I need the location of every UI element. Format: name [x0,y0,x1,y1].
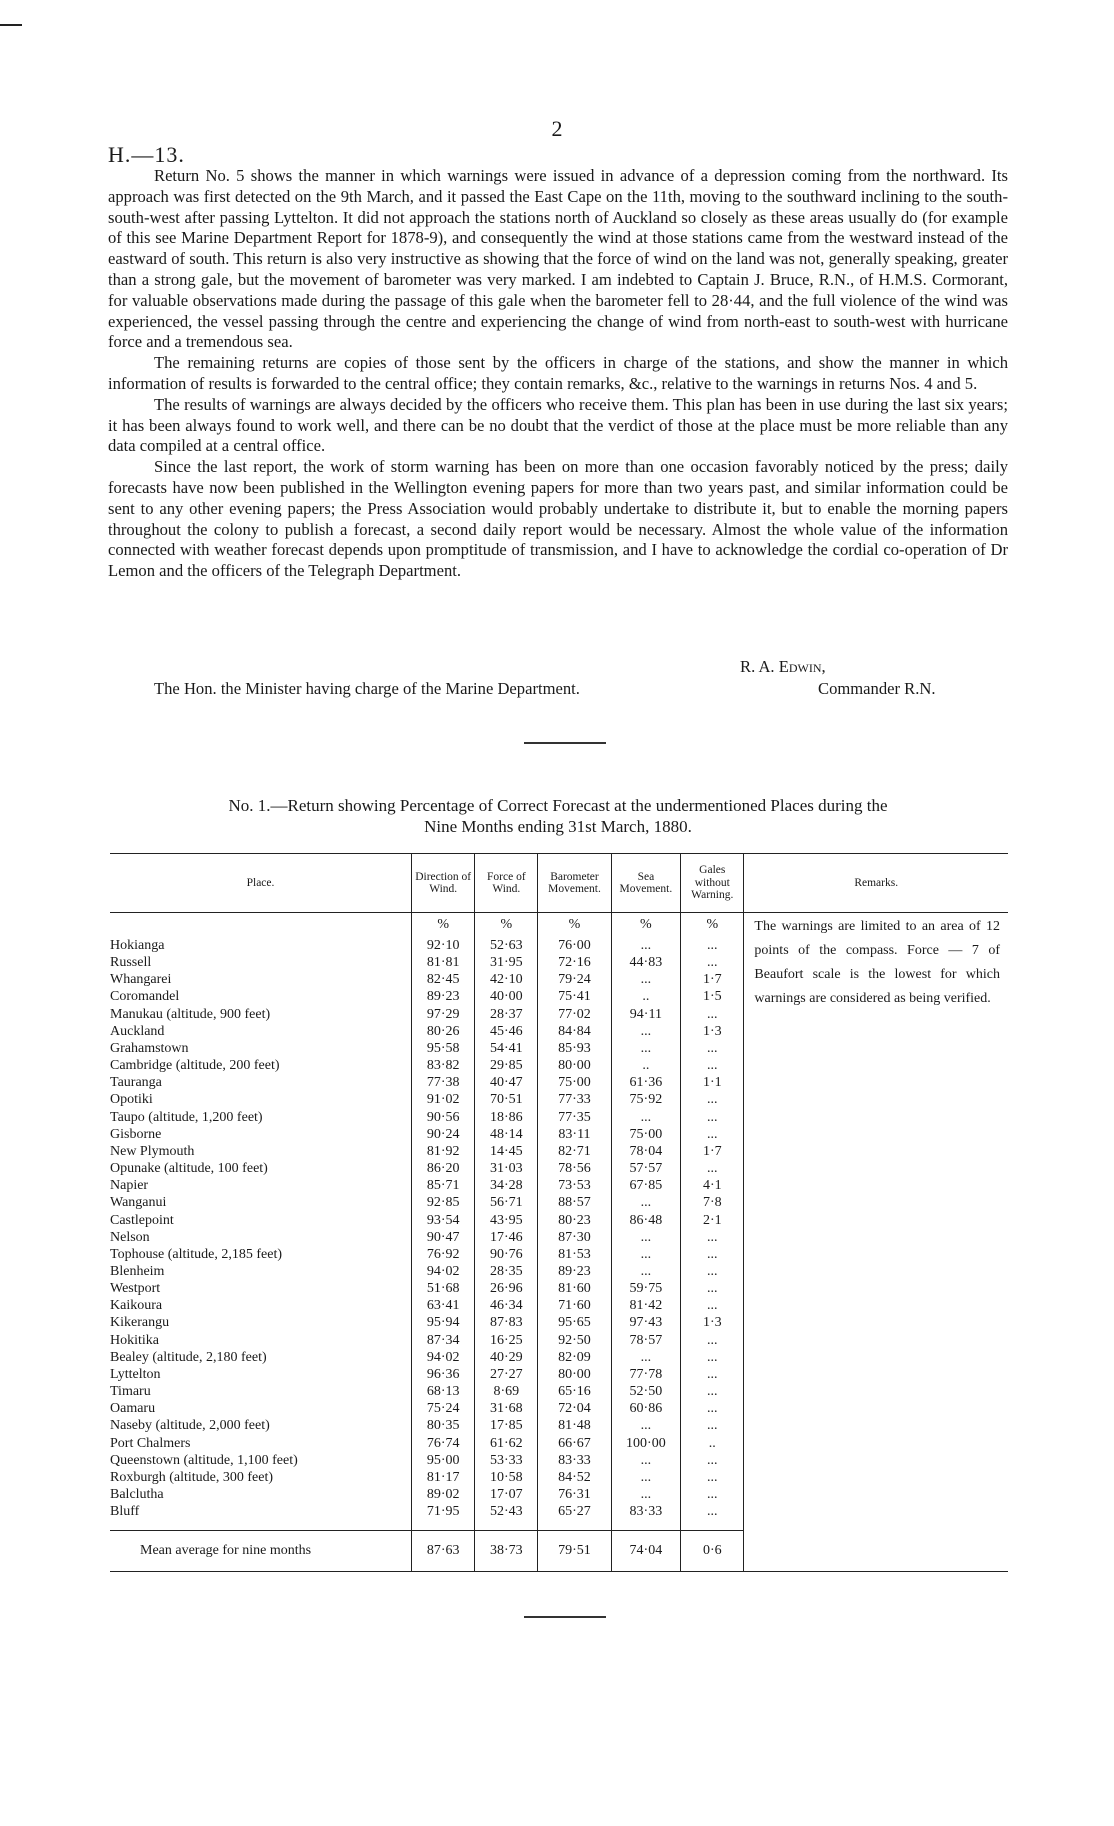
cell-sea: 44·83 [611,954,680,971]
cell-gales: ... [681,1229,744,1246]
cell-direction: 89·02 [412,1486,475,1503]
cell-barometer: 75·41 [538,988,611,1005]
cell-sea: ... [611,1229,680,1246]
cell-barometer: 83·11 [538,1126,611,1143]
place-name: Naseby (altitude, 2,000 feet) [110,1418,270,1434]
cell-barometer: 65·16 [538,1383,611,1400]
cell-sea: 97·43 [611,1314,680,1331]
cell-gales: 1·7 [681,971,744,988]
mean-barometer: 79·51 [538,1531,611,1572]
place-name: Gisborne [110,1126,162,1142]
cell-force: 17·85 [475,1417,538,1434]
cell-direction: 95·94 [412,1314,475,1331]
cell-sea: .. [611,1057,680,1074]
header-sea: Sea Movement. [611,854,680,913]
place-name: Port Chalmers [110,1435,191,1451]
cell-direction: 83·82 [412,1057,475,1074]
cell-barometer: 66·67 [538,1435,611,1452]
cell-force: 90·76 [475,1246,538,1263]
cell-barometer: 81·60 [538,1280,611,1297]
cell-sea: 60·86 [611,1400,680,1417]
header-place: Place. [110,854,412,913]
place-name: Taupo (altitude, 1,200 feet) [110,1109,263,1125]
place-name: Napier [110,1178,149,1194]
table-title-line-1: No. 1.—Return showing Percentage of Correct Forecast at the undermentioned Places during the [228,796,888,815]
cell-force: 28·35 [475,1263,538,1280]
cell-sea: 83·33 [611,1503,680,1520]
addressee: The Hon. the Minister having charge of the Marine Department. [154,679,580,698]
cell-gales: ... [681,1417,744,1434]
cell-direction: 81·92 [412,1143,475,1160]
cell-barometer: 81·53 [538,1246,611,1263]
cell-sea: ... [611,1452,680,1469]
cell-direction: 90·47 [412,1229,475,1246]
cell-barometer: 75·00 [538,1074,611,1091]
cell-sea: ... [611,1486,680,1503]
cell-direction: 71·95 [412,1503,475,1520]
cell-barometer: 72·16 [538,954,611,971]
cell-gales: 1·5 [681,988,744,1005]
cell-direction: 86·20 [412,1160,475,1177]
cell-gales: ... [681,1246,744,1263]
place-name: Bluff [110,1504,140,1520]
cell-direction: 96·36 [412,1366,475,1383]
cell-direction: 92·10 [412,937,475,954]
cell-gales: 7·8 [681,1194,744,1211]
cell-force: 40·00 [475,988,538,1005]
cell-gales: ... [681,1366,744,1383]
cell-direction: 90·56 [412,1109,475,1126]
cell-force: 26·96 [475,1280,538,1297]
cell-barometer: 65·27 [538,1503,611,1520]
cell-gales: 1·7 [681,1143,744,1160]
cell-force: 34·28 [475,1177,538,1194]
paragraph-results: The results of warnings are always decided by the officers who receive them. This plan has been in use during the last six years; it has been always found to work well, and there can be no doubt that the verdict of those at the place must be more reliable than any data compiled at a central office. [108,394,1008,456]
cell-force: 70·51 [475,1091,538,1108]
cell-barometer: 88·57 [538,1194,611,1211]
cell-barometer: 76·00 [538,937,611,954]
cell-direction: 77·38 [412,1074,475,1091]
place-name: Grahamstown [110,1040,189,1056]
cell-force: 29·85 [475,1057,538,1074]
place-name: Russell [110,955,152,971]
place-name: Castlepoint [110,1212,174,1228]
cell-direction: 97·29 [412,1006,475,1023]
cell-gales: ... [681,1091,744,1108]
cell-direction: 80·26 [412,1023,475,1040]
cell-barometer: 77·33 [538,1091,611,1108]
cell-force: 40·47 [475,1074,538,1091]
unit-force: % [475,913,538,938]
cell-gales: ... [681,1503,744,1520]
cell-gales: ... [681,1469,744,1486]
place-name: Whangarei [110,972,172,988]
cell-direction: 76·92 [412,1246,475,1263]
cell-direction: 81·81 [412,954,475,971]
cell-direction: 80·35 [412,1417,475,1434]
cell-barometer: 79·24 [538,971,611,988]
header-direction: Direction of Wind. [412,854,475,913]
mean-gales: 0·6 [681,1531,744,1572]
cell-direction: 63·41 [412,1297,475,1314]
cell-sea: 94·11 [611,1006,680,1023]
page-number: 2 [551,116,563,141]
cell-force: 27·27 [475,1366,538,1383]
cell-barometer: 82·71 [538,1143,611,1160]
section-divider [524,742,606,744]
place-name: Blenheim [110,1263,165,1279]
cell-force: 17·46 [475,1229,538,1246]
unit-direction: % [412,913,475,938]
table-title-line-2: Nine Months ending 31st March, 1880. [424,817,692,836]
cell-barometer: 80·23 [538,1212,611,1229]
header-gales: Gales without Warning. [681,854,744,913]
cell-direction: 90·24 [412,1126,475,1143]
cell-gales: ... [681,1349,744,1366]
place-name: Hokianga [110,938,165,953]
cell-force: 87·83 [475,1314,538,1331]
place-name: Manukau (altitude, 900 feet) [110,1006,271,1022]
cell-sea: ... [611,1109,680,1126]
cell-direction: 75·24 [412,1400,475,1417]
place-name: Westport [110,1281,161,1297]
cell-barometer: 78·56 [538,1160,611,1177]
place-name: Auckland [110,1023,165,1039]
mean-direction: 87·63 [412,1531,475,1572]
cell-direction: 95·00 [412,1452,475,1469]
cell-gales: ... [681,1297,744,1314]
place-name: Lyttelton [110,1366,161,1382]
cell-sea: ... [611,1023,680,1040]
cell-direction: 85·71 [412,1177,475,1194]
document-reference: H.—13. [108,142,185,167]
place-name: Opotiki [110,1092,153,1108]
cell-barometer: 87·30 [538,1229,611,1246]
cell-gales: ... [681,1040,744,1057]
section-divider-bottom [524,1616,606,1618]
unit-gales: % [681,913,744,938]
cell-sea: ... [611,1417,680,1434]
cell-direction: 68·13 [412,1383,475,1400]
unit-barometer: % [538,913,611,938]
cell-sea: ... [611,937,680,954]
place-name: Bealey (altitude, 2,180 feet) [110,1349,267,1365]
cell-gales: ... [681,1332,744,1349]
cell-sea: 52·50 [611,1383,680,1400]
place-name: Tophouse (altitude, 2,185 feet) [110,1246,283,1262]
cell-gales: ... [681,954,744,971]
cell-gales: 1·3 [681,1023,744,1040]
cell-sea: ... [611,971,680,988]
cell-force: 16·25 [475,1332,538,1349]
cell-gales: 1·3 [681,1314,744,1331]
place-name: Coromandel [110,989,180,1005]
cell-barometer: 82·09 [538,1349,611,1366]
cell-direction: 91·02 [412,1091,475,1108]
place-name: Nelson [110,1229,150,1245]
signatory-name: R. A. Edwin, [740,657,826,676]
cell-barometer: 85·93 [538,1040,611,1057]
cell-force: 48·14 [475,1126,538,1143]
cell-gales: ... [681,1109,744,1126]
place-name: Timaru [110,1384,151,1400]
table-header-row [110,854,1008,913]
place-name: Tauranga [110,1075,162,1091]
cell-gales: ... [681,1160,744,1177]
cell-gales: ... [681,1263,744,1280]
cell-barometer: 81·48 [538,1417,611,1434]
cell-barometer: 77·35 [538,1109,611,1126]
place-name: New Plymouth [110,1143,195,1159]
mean-average-label: Mean average for nine months [110,1531,412,1572]
cell-gales: ... [681,937,744,954]
cell-direction: 51·68 [412,1280,475,1297]
cell-gales: 4·1 [681,1177,744,1194]
unit-sea: % [611,913,680,938]
cell-force: 46·34 [475,1297,538,1314]
cell-force: 10·58 [475,1469,538,1486]
cell-gales: ... [681,1400,744,1417]
cell-sea: 77·78 [611,1366,680,1383]
place-name: Opunake (altitude, 100 feet) [110,1161,268,1177]
cell-sea: .. [611,988,680,1005]
cell-sea: 75·92 [611,1091,680,1108]
cell-direction: 92·85 [412,1194,475,1211]
cell-direction: 94·02 [412,1263,475,1280]
cell-sea: ... [611,1263,680,1280]
cell-sea: ... [611,1246,680,1263]
cell-gales: .. [681,1435,744,1452]
cell-barometer: 83·33 [538,1452,611,1469]
cell-sea: 59·75 [611,1280,680,1297]
cell-sea: 78·57 [611,1332,680,1349]
cell-gales: ... [681,1057,744,1074]
cell-barometer: 77·02 [538,1006,611,1023]
corner-mark [0,24,22,26]
header-barometer: Barometer Movement. [538,854,611,913]
cell-gales: ... [681,1006,744,1023]
cell-sea: ... [611,1040,680,1057]
table-body [110,913,1008,1572]
cell-force: 40·29 [475,1349,538,1366]
cell-direction: 93·54 [412,1212,475,1229]
cell-gales: ... [681,1280,744,1297]
cell-gales: ... [681,1126,744,1143]
mean-force: 38·73 [475,1531,538,1572]
cell-barometer: 84·84 [538,1023,611,1040]
remarks-text: The warnings are limited to an area of 12 points of the compass. Force — 7 of Beaufort scale is the lowest for which warnings are considered as being verified. [744,913,1008,1572]
cell-sea: 100·00 [611,1435,680,1452]
cell-force: 31·68 [475,1400,538,1417]
place-name: Kaikoura [110,1298,163,1314]
header-force: Force of Wind. [475,854,538,913]
forecast-percentage-table [110,853,1008,1572]
cell-force: 14·45 [475,1143,538,1160]
cell-sea: ... [611,1349,680,1366]
place-name: Kikerangu [110,1315,170,1331]
paragraph-remaining-returns: The remaining returns are copies of those sent by the officers in charge of the stations, and show the manner in which information of results is forwarded to the central office; they contain remarks, &c., relative to the warnings in returns Nos. 4 and 5. [108,353,1008,393]
paragraph-press: Since the last report, the work of storm warning has been on more than one occasion favorably noticed by the press; daily forecasts have now been published in the Wellington evening papers for more than two years past, and similar information could be sent to any other evening papers; the Press Association would probably undertake to distribute it, but to enable the morning papers throughout the colony to publish a forecast, a second daily report would be necessary. Almost the whole value of the information connected with weather forecast depends upon promptitude of transmission, and I have to acknowledge the cordial co-operation of Dr Lemon and the officers of the Telegraph Department. [108,457,1008,581]
cell-barometer: 80·00 [538,1366,611,1383]
cell-force: 42·10 [475,971,538,988]
cell-sea: 81·42 [611,1297,680,1314]
cell-force: 31·03 [475,1160,538,1177]
cell-barometer: 89·23 [538,1263,611,1280]
cell-sea: 75·00 [611,1126,680,1143]
cell-sea: ... [611,1469,680,1486]
cell-barometer: 92·50 [538,1332,611,1349]
cell-force: 56·71 [475,1194,538,1211]
cell-force: 45·46 [475,1023,538,1040]
place-name: Oamaru [110,1401,156,1417]
place-name: Roxburgh (altitude, 300 feet) [110,1469,274,1485]
cell-barometer: 71·60 [538,1297,611,1314]
cell-barometer: 73·53 [538,1177,611,1194]
cell-sea: 67·85 [611,1177,680,1194]
cell-barometer: 80·00 [538,1057,611,1074]
place-name: Queenstown (altitude, 1,100 feet) [110,1452,298,1468]
cell-direction: 95·58 [412,1040,475,1057]
mean-sea: 74·04 [611,1531,680,1572]
cell-sea: 86·48 [611,1212,680,1229]
cell-force: 54·41 [475,1040,538,1057]
cell-force: 28·37 [475,1006,538,1023]
cell-force: 18·86 [475,1109,538,1126]
signatory-title: Commander R.N. [818,679,936,698]
cell-force: 52·63 [475,937,538,954]
cell-sea: 61·36 [611,1074,680,1091]
unit-row [110,913,1008,938]
cell-gales: ... [681,1383,744,1400]
cell-force: 17·07 [475,1486,538,1503]
cell-barometer: 76·31 [538,1486,611,1503]
place-name: Hokitika [110,1332,159,1348]
place-name: Cambridge (altitude, 200 feet) [110,1058,280,1074]
cell-barometer: 95·65 [538,1314,611,1331]
cell-gales: 1·1 [681,1074,744,1091]
cell-barometer: 84·52 [538,1469,611,1486]
cell-force: 53·33 [475,1452,538,1469]
cell-gales: 2·1 [681,1212,744,1229]
place-name: Balclutha [110,1487,164,1502]
cell-force: 43·95 [475,1212,538,1229]
cell-direction: 76·74 [412,1435,475,1452]
cell-barometer: 72·04 [538,1400,611,1417]
cell-sea: 57·57 [611,1160,680,1177]
cell-force: 52·43 [475,1503,538,1520]
cell-gales: ... [681,1486,744,1503]
cell-force: 61·62 [475,1435,538,1452]
cell-direction: 87·34 [412,1332,475,1349]
cell-direction: 82·45 [412,971,475,988]
place-name: Wanganui [110,1195,167,1211]
cell-force: 8·69 [475,1383,538,1400]
cell-sea: 78·04 [611,1143,680,1160]
table-title [108,795,1008,837]
cell-direction: 81·17 [412,1469,475,1486]
header-remarks: Remarks. [744,854,1008,913]
report-body [108,166,1008,582]
cell-direction: 89·23 [412,988,475,1005]
paragraph-return-5: Return No. 5 shows the manner in which warnings were issued in advance of a depression coming from the northward. Its approach was first detected on the 9th March, and it passed the East Cape on the 11th, moving to the southward inclining to the south-south-west after passing Lyttelton. It did not approach the stations north of Auckland so closely as these areas usually do (for example of this see Marine Department Report for 1878-9), and consequently the wind at those stations came from the westward instead of the eastward of south. This return is also very instructive as showing that the force of wind on the land was not, generally speaking, greater than a strong gale, but the movement of barometer was very marked. I am indebted to Captain J. Bruce, R.N., of H.M.S. Cormorant, for valuable observations made during the passage of this gale when the barometer fell to 28·44, and the full violence of the wind was experienced, the vessel passing through the centre and experiencing the change of wind from north-east to south-west with hurricane force and a tremendous sea. [108,166,1008,352]
cell-gales: ... [681,1452,744,1469]
cell-direction: 94·02 [412,1349,475,1366]
cell-sea: ... [611,1194,680,1211]
cell-force: 31·95 [475,954,538,971]
